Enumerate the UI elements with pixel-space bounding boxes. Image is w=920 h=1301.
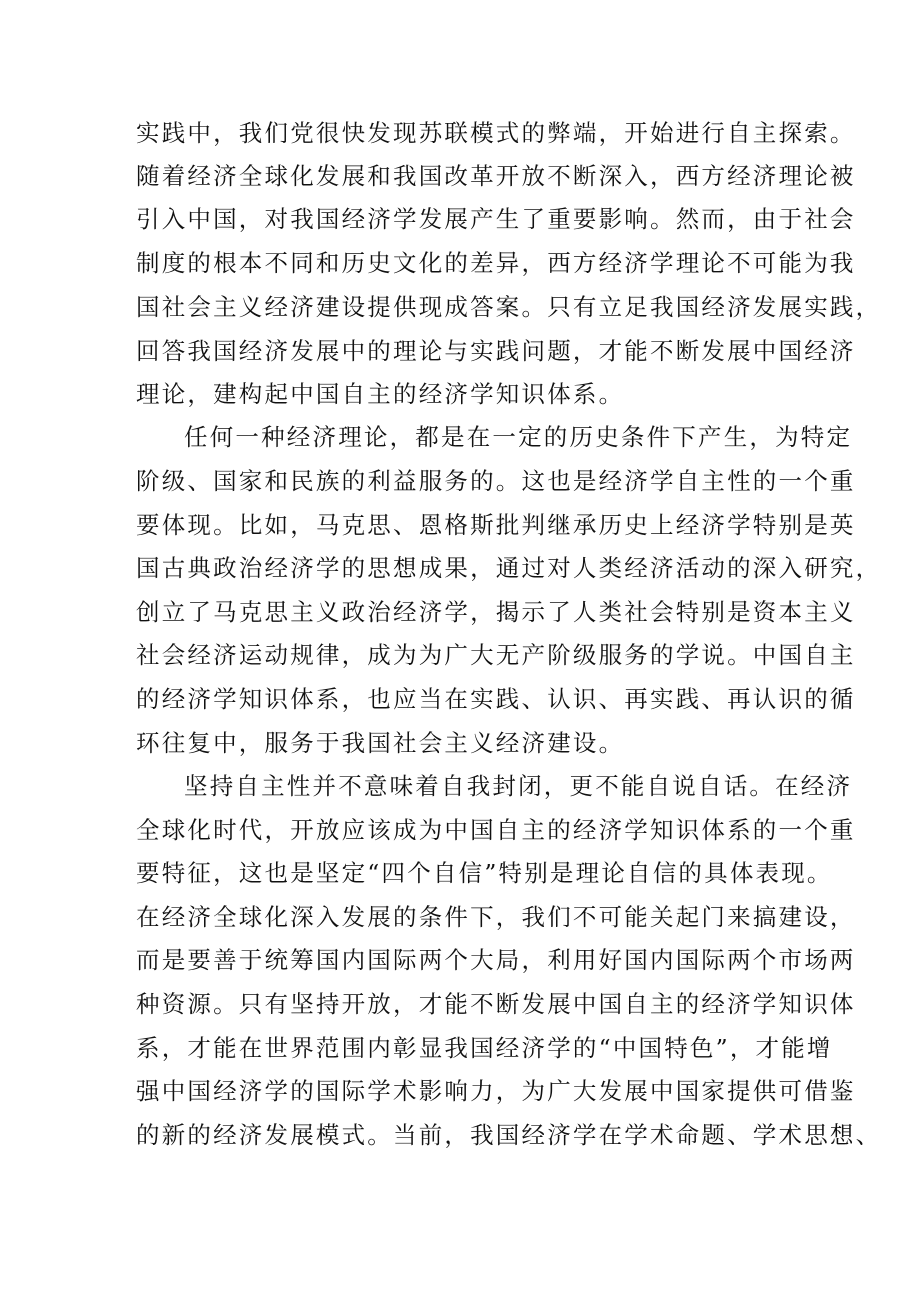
text-line: 社会经济运动规律，成为为广大无产阶级服务的学说。中国自主	[136, 641, 856, 669]
paragraph-first-line: 坚持自主性并不意味着自我封闭，更不能自说自话。在经济	[184, 772, 853, 800]
text-line: 系，才能在世界范围内彰显我国经济学的“中国特色”，才能增	[136, 1034, 833, 1062]
text-line: 种资源。只有坚持开放，才能不断发展中国自主的经济学知识体	[136, 990, 856, 1018]
text-line: 强中国经济学的国际学术影响力，为广大发展中国家提供可借鉴	[136, 1077, 856, 1105]
text-line: 的新的经济发展模式。当前，我国经济学在学术命题、学术思想、	[136, 1121, 882, 1149]
text-line: 制度的根本不同和历史文化的差异，西方经济学理论不可能为我	[136, 249, 856, 277]
text-line: 要特征，这也是坚定“四个自信”特别是理论自信的具体表现。	[136, 859, 833, 887]
text-line: 回答我国经济发展中的理论与实践问题，才能不断发展中国经济	[136, 337, 856, 365]
text-line: 环往复中，服务于我国社会主义经济建设。	[136, 729, 625, 757]
text-line: 阶级、国家和民族的利益服务的。这也是经济学自主性的一个重	[136, 467, 856, 495]
text-line: 引入中国，对我国经济学发展产生了重要影响。然而，由于社会	[136, 205, 856, 233]
text-line: 全球化时代，开放应该成为中国自主的经济学知识体系的一个重	[136, 816, 856, 844]
text-line: 国古典政治经济学的思想成果，通过对人类经济活动的深入研究，	[136, 554, 882, 582]
text-line: 理论，建构起中国自主的经济学知识体系。	[136, 380, 625, 408]
text-line: 的经济学知识体系，也应当在实践、认识、再实践、再认识的循	[136, 685, 856, 713]
text-line: 在经济全球化深入发展的条件下，我们不可能关起门来搞建设，	[136, 903, 856, 931]
text-line: 随着经济全球化发展和我国改革开放不断深入，西方经济理论被	[136, 162, 856, 190]
text-line: 实践中，我们党很快发现苏联模式的弊端，开始进行自主探索。	[136, 119, 856, 147]
text-line: 创立了马克思主义政治经济学，揭示了人类社会特别是资本主义	[136, 598, 856, 626]
paragraph-first-line: 任何一种经济理论，都是在一定的历史条件下产生，为特定	[184, 423, 853, 451]
text-line: 国社会主义经济建设提供现成答案。只有立足我国经济发展实践，	[136, 293, 882, 321]
text-line: 要体现。比如，马克思、恩格斯批判继承历史上经济学特别是英	[136, 511, 856, 539]
text-line: 而是要善于统筹国内国际两个大局，利用好国内国际两个市场两	[136, 946, 856, 974]
